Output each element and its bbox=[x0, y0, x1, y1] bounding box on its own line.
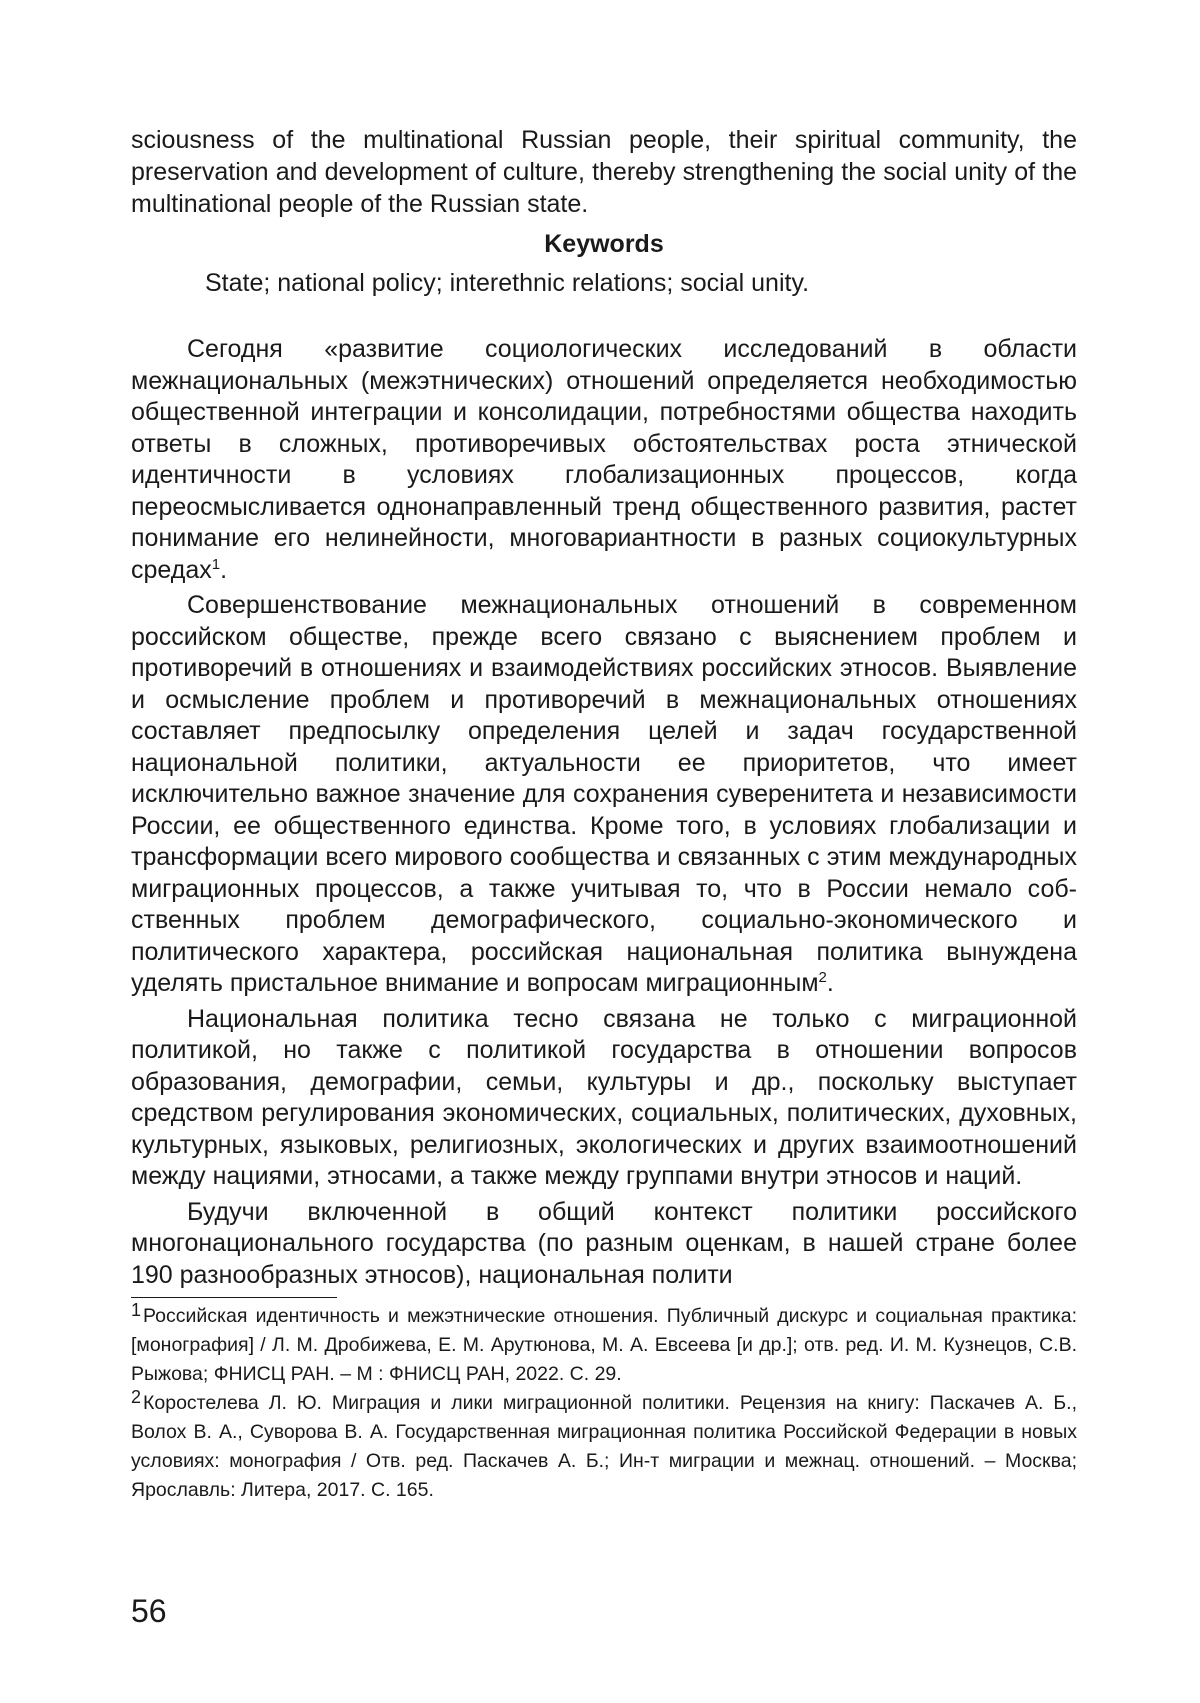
paragraph-3 bbox=[131, 1004, 1077, 1193]
keywords-list: State; national policy; interethnic relations; social unity. bbox=[205, 267, 1077, 299]
abstract-tail: sciousness of the multinational Russian people, their spiritual community, the preservation and development of culture, thereby strengthening the so­cial unity of the multinational people of the Russian state. bbox=[131, 124, 1077, 220]
footnote-1 bbox=[131, 1302, 1077, 1389]
footnote-mark: 1 bbox=[131, 1300, 141, 1320]
footnote-mark: 2 bbox=[131, 1387, 141, 1407]
footnote-2 bbox=[131, 1389, 1077, 1505]
footnote-text: Коростелева Л. Ю. Миграция и лики миграционной политики. Рецензия на книгу: Паскачев А. Б., Волох В. А., Суворова В. А. Государственная миграционная политика Российской Федерации в новых условиях: монография / Отв. ред. Паскачев А. Б.; Ин-т миграции и межнац. отношений. – Москва; Ярославль: Литера, 2017. С. 165. bbox=[131, 1392, 1077, 1501]
footnotes bbox=[131, 1302, 1077, 1505]
paragraph-text: Совершенствование межнациональных отношений в современном российском обществе, прежде всего связано с выяснением проблем и противоречий в отношениях и взаимодействиях российских этносов. Выявление и осмысление проблем и противоречий в межнациональных отношениях составляет предпосылку определения целей и задач государственной национальной политики, актуальности ее приоритетов, что имеет исключительно важное значение для сохранения суверенитета и независимости России, ее общественного единства. Кроме того, в условиях глобализации и трансформации все­го мирового сообщества и связанных с этим международных мигра­ционных процессов, а также учитывая то, что в России немало соб­ственных проблем демографического, социально-экономического и политического характера, российская национальная политика вынуж­дена уделять пристальное внимание и вопросам миграционным bbox=[131, 591, 1077, 997]
paragraph-4 bbox=[131, 1197, 1077, 1292]
footnote-divider bbox=[131, 1297, 337, 1298]
paragraph-text: Сегодня «развитие социологических исследований в области межнациональных (межэтнических) отношений определяется необходимостью общественной интеграции и консолидации, потребностями общества находить ответы в сложных, противоречивых обстоятельствах роста этнической идентичности в условиях глобализационных процессов, когда переосмысливается однонаправленный тренд общественного развития, растет понимание его нелинейности, многовариантности в разных социокультурных средах bbox=[131, 335, 1077, 584]
page-content bbox=[131, 124, 1077, 1505]
paragraph-2 bbox=[131, 590, 1077, 1000]
footnote-text: Российская идентичность и межэтнические отношения. Публичный дискурс и социальная практика: [монография] / Л. М. Дробижева, Е. М. Арутюнова, М. А. Евсеева [и др.]; отв. ред. И. М. Кузнецов, С.В. Рыжова; ФНИСЦ РАН. – М : ФНИСЦ РАН, 2022. С. 29. bbox=[131, 1305, 1077, 1385]
paragraph-text: Национальная политика тесно связана не только с миграционной политикой, но также с политикой государства в отношении вопросов образования, демографии, семьи, культуры и др., поскольку выступает средством регулирования экономических, социальных, политических, духовных, культурных, языковых, религиозных, экологических и других взаимоотношений между нациями, этносами, а также между группами внутри этносов и наций. bbox=[131, 1005, 1077, 1191]
keywords-heading: Keywords bbox=[131, 228, 1077, 260]
paragraph-text: Будучи включенной в общий контекст политики российского многонационального государства (по разным оценкам, в нашей стране более 190 разнообразных этносов), национальная полити­ bbox=[131, 1198, 1077, 1289]
footnote-ref-1[interactable]: 1 bbox=[212, 556, 220, 573]
footnote-ref-2[interactable]: 2 bbox=[819, 969, 827, 986]
paragraph-tail: . bbox=[827, 969, 834, 997]
article-body bbox=[131, 334, 1077, 1291]
paragraph-1 bbox=[131, 334, 1077, 586]
paragraph-tail: . bbox=[220, 556, 227, 584]
page-number: 56 bbox=[131, 1593, 167, 1629]
